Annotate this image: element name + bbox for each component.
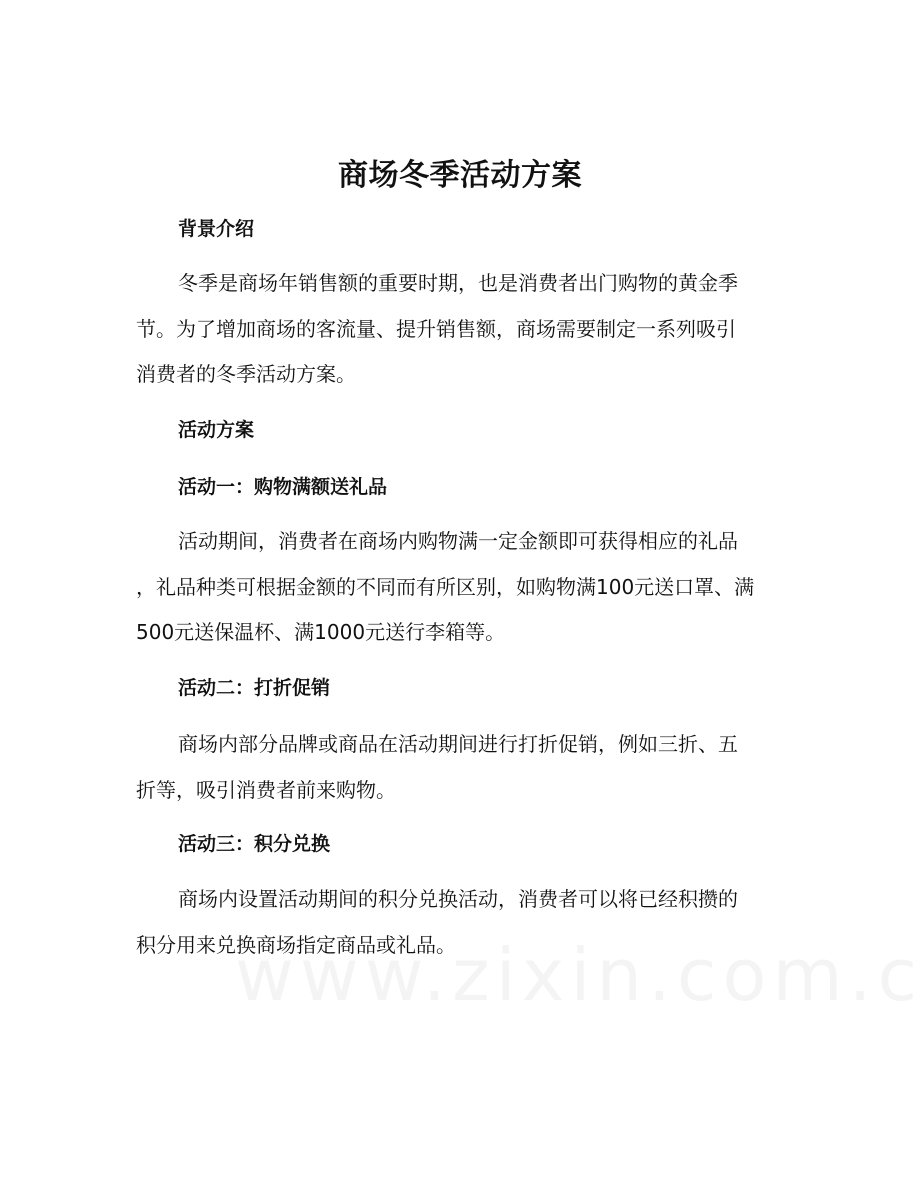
paragraph-line: 500元送保温杯、满1000元送行李箱等。 bbox=[136, 620, 506, 644]
background-paragraph bbox=[136, 261, 786, 398]
activity1-paragraph bbox=[136, 519, 786, 656]
paragraph-line: 消费者的冬季活动方案。 bbox=[136, 362, 356, 386]
paragraph-line: 商场内部分品牌或商品在活动期间进行打折促销，例如三折、五 bbox=[178, 732, 738, 756]
paragraph-line: 商场内设置活动期间的积分兑换活动，消费者可以将已经积攒的 bbox=[178, 887, 738, 911]
paragraph-line: 冬季是商场年销售额的重要时期，也是消费者出门购物的黄金季 bbox=[178, 271, 738, 295]
paragraph-line: 节。为了增加商场的客流量、提升销售额，商场需要制定一系列吸引 bbox=[136, 316, 736, 341]
document-title: 商场冬季活动方案 bbox=[338, 158, 582, 193]
background-heading: 背景介绍 bbox=[178, 218, 255, 240]
paragraph-line: 积分用来兑换商场指定商品或礼品。 bbox=[136, 932, 456, 957]
plan-heading: 活动方案 bbox=[178, 419, 255, 441]
activity3-heading: 活动三：积分兑换 bbox=[178, 833, 331, 855]
paragraph-line: 活动期间，消费者在商场内购物满一定金额即可获得相应的礼品 bbox=[178, 529, 738, 553]
activity2-heading: 活动二：打折促销 bbox=[178, 677, 331, 699]
activity1-heading: 活动一：购物满额送礼品 bbox=[178, 476, 388, 498]
paragraph-line: 折等，吸引消费者前来购物。 bbox=[136, 777, 396, 802]
activity2-paragraph bbox=[136, 722, 786, 813]
activity3-paragraph bbox=[136, 877, 786, 968]
paragraph-line: ，礼品种类可根据金额的不同而有所区别，如购物满100元送口罩、满 bbox=[136, 574, 755, 599]
